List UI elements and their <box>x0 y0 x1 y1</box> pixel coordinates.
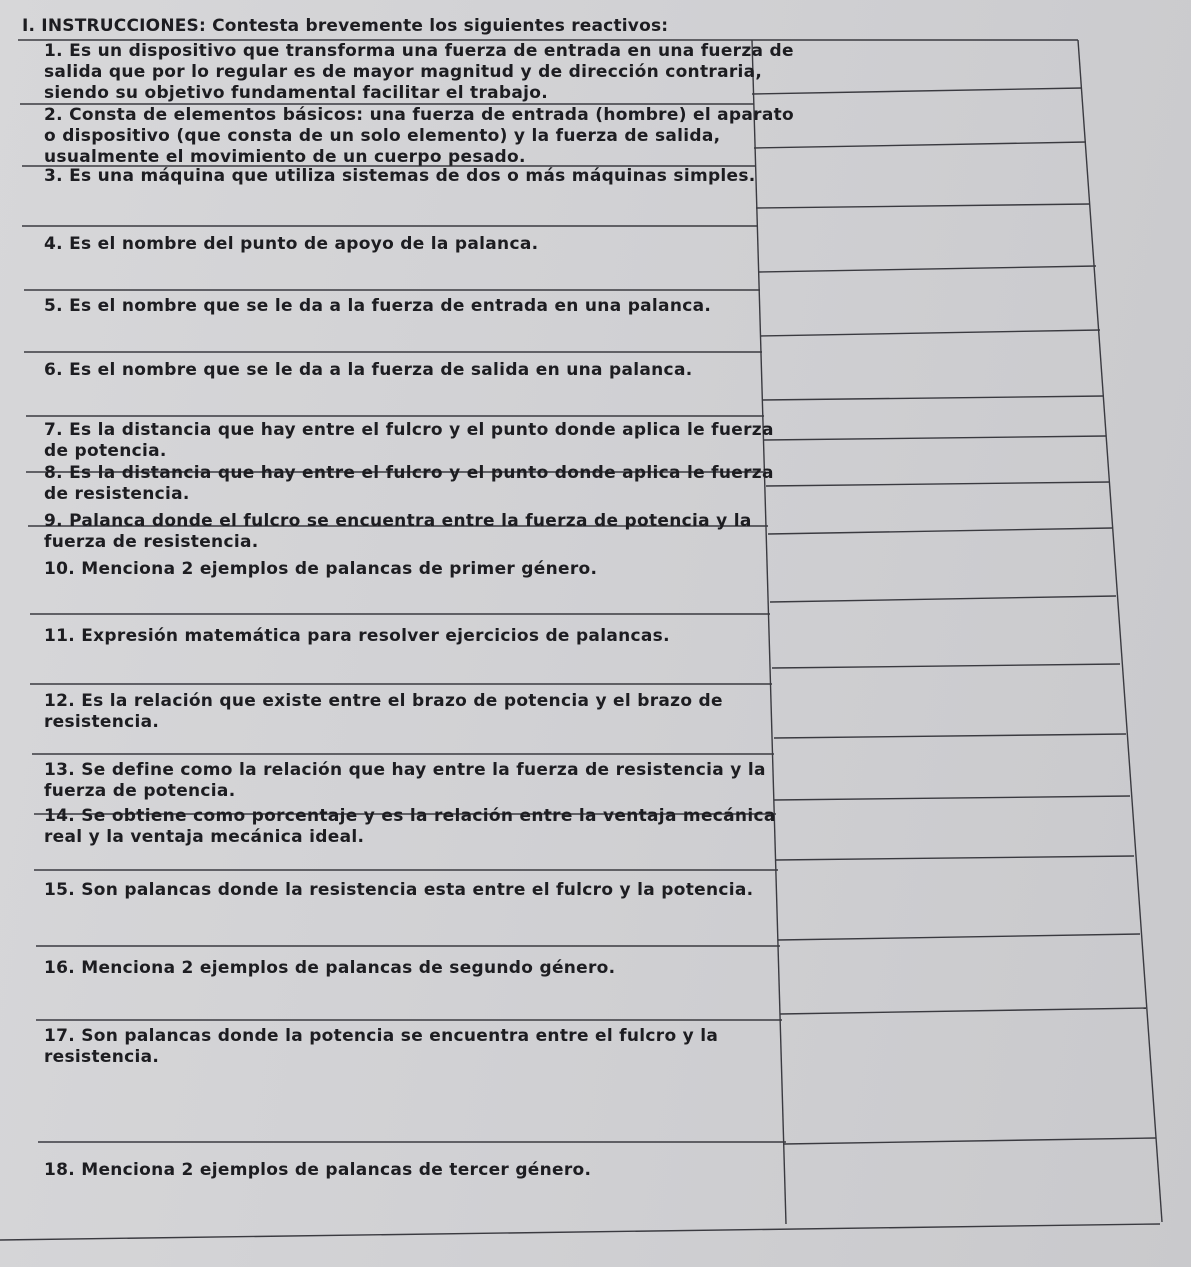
answer-cell-17[interactable] <box>788 1016 1152 1136</box>
answer-cell-8[interactable] <box>772 442 1108 484</box>
question-5: 5. Es el nombre que se le da a la fuerza de entrada en una palanca. <box>44 296 712 316</box>
question-14: 14. Se obtiene como porcentaje y es la relación entre la ventaja mecánica real y la ventaja mecánica ideal. <box>44 806 776 847</box>
answer-cell-11[interactable] <box>778 604 1118 666</box>
question-3: 3. Es una máquina que utiliza sistemas de dos o más máquinas simples. <box>44 166 756 186</box>
question-10: 10. Menciona 2 ejemplos de palancas de primer género. <box>44 559 598 579</box>
answer-cell-2[interactable] <box>760 96 1082 146</box>
answer-cell-14[interactable] <box>782 802 1132 858</box>
question-12: 12. Es la relación que existe entre el brazo de potencia y el brazo de resistencia. <box>44 691 723 732</box>
answer-cell-9[interactable] <box>774 488 1110 530</box>
question-15: 15. Son palancas donde la resistencia esta entre el fulcro y la potencia. <box>44 880 754 900</box>
answer-cell-10[interactable] <box>776 536 1114 598</box>
answer-cell-5[interactable] <box>766 274 1098 334</box>
question-7: 7. Es la distancia que hay entre el fulcro y el punto donde aplica le fuerza de potencia. <box>44 420 774 461</box>
question-6: 6. Es el nombre que se le da a la fuerza de salida en una palanca. <box>44 360 693 380</box>
question-11: 11. Expresión matemática para resolver ejercicios de palancas. <box>44 626 670 646</box>
question-1: 1. Es un dispositivo que transforma una fuerza de entrada en una fuerza de salida que por lo regular es de mayor magnitud y de dirección contraria, siendo su objetivo fundamental facilitar el trabajo. <box>44 41 794 103</box>
question-9: 9. Palanca donde el fulcro se encuentra entre la fuerza de potencia y la fuerza de resistencia. <box>44 511 752 552</box>
question-16: 16. Menciona 2 ejemplos de palancas de segundo género. <box>44 958 616 978</box>
instructions-heading: I. INSTRUCCIONES: Contesta brevemente los siguientes reactivos: <box>22 16 669 36</box>
answer-cell-3[interactable] <box>762 150 1088 206</box>
answer-cell-7[interactable] <box>770 402 1104 438</box>
question-8: 8. Es la distancia que hay entre el fulcro y el punto donde aplica le fuerza de resistencia. <box>44 463 774 504</box>
answer-cell-6[interactable] <box>768 338 1102 398</box>
answer-cell-15[interactable] <box>784 862 1138 936</box>
question-13: 13. Se define como la relación que hay entre la fuerza de resistencia y la fuerza de potencia. <box>44 760 766 801</box>
answer-cell-12[interactable] <box>780 670 1124 736</box>
question-2: 2. Consta de elementos básicos: una fuerza de entrada (hombre) el aparato o dispositivo (que consta de un solo elemento) y la fuerza de salida, usualmente el movimiento de un cuerpo pesado. <box>44 105 795 167</box>
question-4: 4. Es el nombre del punto de apoyo de la palanca. <box>44 234 539 254</box>
answer-cell-16[interactable] <box>786 942 1144 1010</box>
answer-cell-13[interactable] <box>780 740 1128 798</box>
answer-cell-4[interactable] <box>764 210 1094 270</box>
answer-cell-18[interactable] <box>792 1146 1158 1220</box>
answer-cell-1[interactable] <box>758 42 1078 92</box>
question-17: 17. Son palancas donde la potencia se encuentra entre el fulcro y la resistencia. <box>44 1026 719 1067</box>
question-18: 18. Menciona 2 ejemplos de palancas de tercer género. <box>44 1160 592 1180</box>
